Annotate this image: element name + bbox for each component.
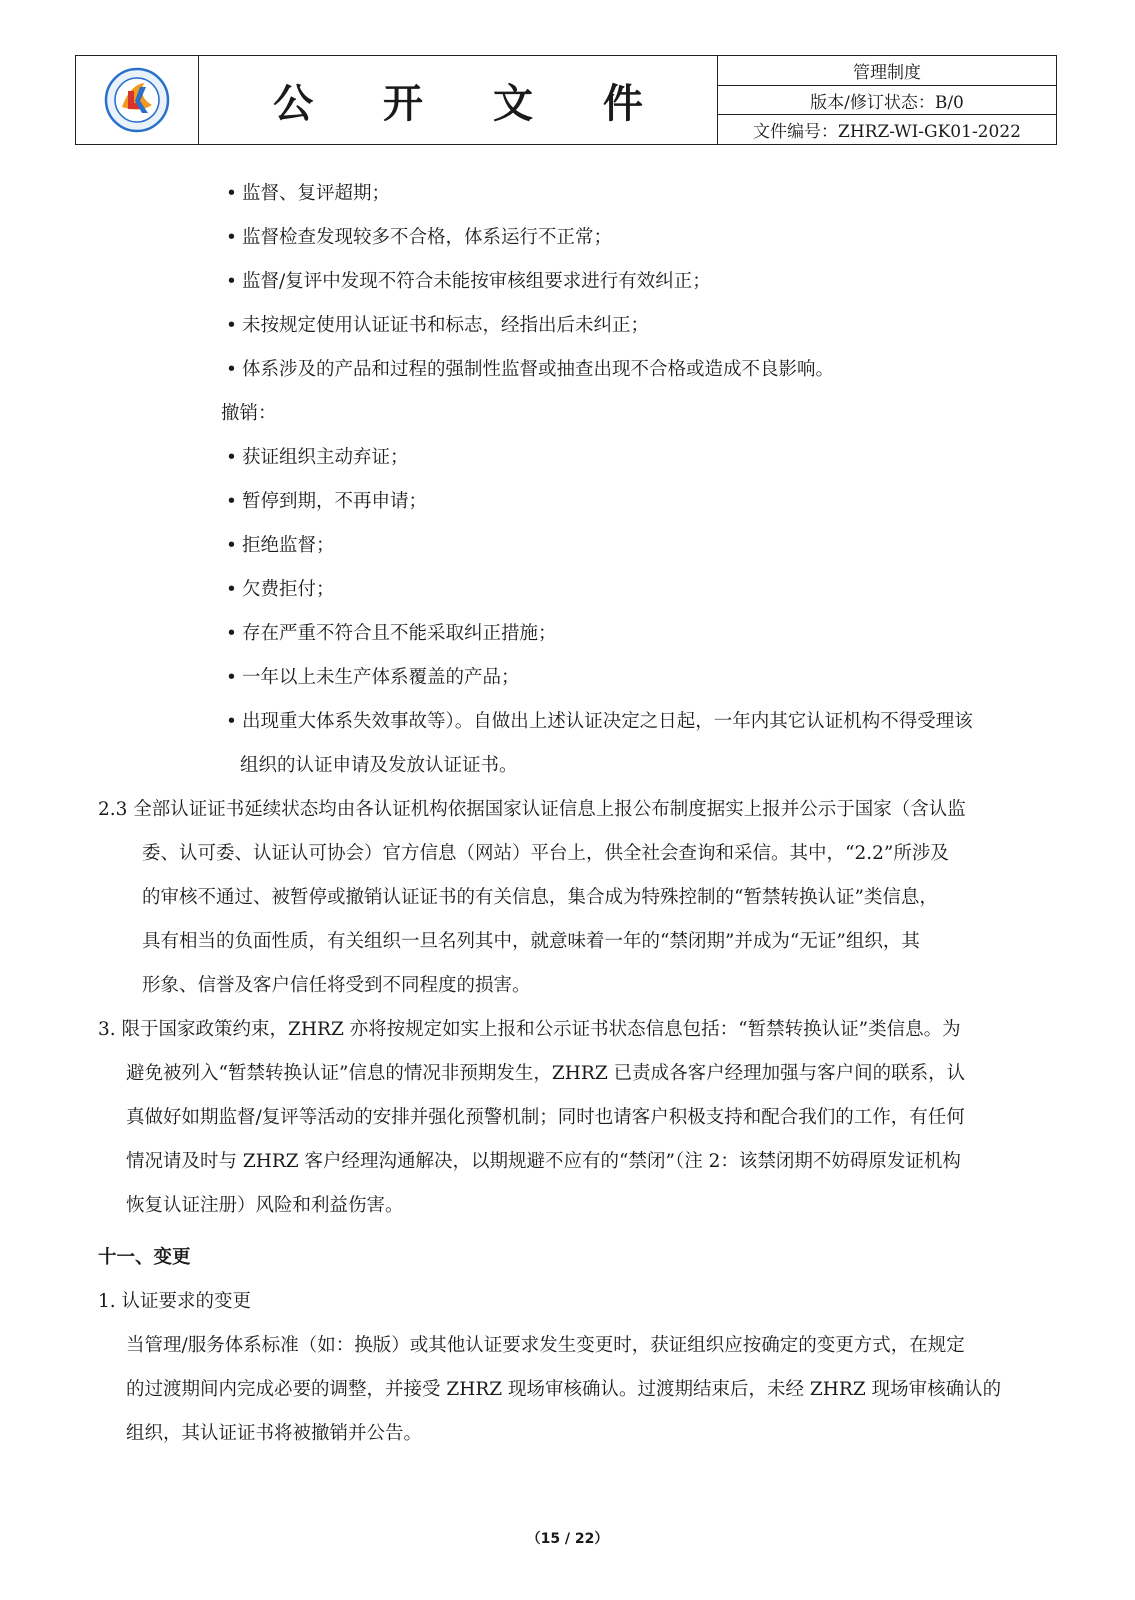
list-item: • 暂停到期，不再申请； — [98, 480, 1046, 524]
title-cell — [199, 56, 718, 144]
category-label: 管理制度 — [718, 56, 1056, 86]
page-number: （15 / 22） — [526, 1531, 609, 1547]
bullet-icon: • — [226, 227, 237, 248]
paragraph-3-line: 3. 限于国家政策约束，ZHRZ 亦将按规定如实上报和公示证书状态信息包括：“暂禁转换认证”类信息。为 — [98, 1019, 961, 1040]
list-item: • 出现重大体系失效事故等）。自做出上述认证决定之日起，一年内其它认证机构不得受理该 — [98, 700, 1046, 744]
paragraph-2-3-line: 委、认可委、认证认可协会）官方信息（网站）平台上，供全社会查询和采信。其中，“2.2”所涉及 — [142, 843, 949, 864]
item-paragraph-line: 的过渡期间内完成必要的调整，并接受 ZHRZ 现场审核确认。过渡期结束后，未经 ZHRZ 现场审核确认的 — [126, 1379, 1002, 1400]
bullet-icon: • — [226, 535, 237, 556]
list-item: • 监督检查发现较多不合格，体系运行不正常； — [98, 216, 1046, 260]
list-item: • 未按规定使用认证证书和标志，经指出后未纠正； — [98, 304, 1046, 348]
bullet-icon: • — [226, 711, 237, 732]
paragraph-2-3-line: 的审核不通过、被暂停或撤销认证证书的有关信息，集合成为特殊控制的“暂禁转换认证”类信息， — [142, 887, 938, 908]
bullet-icon: • — [226, 183, 237, 204]
list-item: • 体系涉及的产品和过程的强制性监督或抽查出现不合格或造成不良影响。 — [98, 348, 1046, 392]
document-body — [98, 172, 1046, 1456]
list-item: • 存在严重不符合且不能采取纠正措施； — [98, 612, 1046, 656]
version-label: 版本/修订状态：B/0 — [718, 86, 1056, 116]
paragraph-2-3-line: 形象、信誉及客户信任将受到不同程度的损害。 — [142, 975, 531, 996]
bullet-icon: • — [226, 491, 237, 512]
document-header — [75, 55, 1057, 145]
revoke-label: 撤销： — [221, 403, 277, 424]
bullet-icon: • — [226, 667, 237, 688]
list-item: • 欠费拒付； — [98, 568, 1046, 612]
bullet-icon: • — [226, 623, 237, 644]
paragraph-3-line: 恢复认证注册）风险和利益伤害。 — [126, 1195, 404, 1216]
paragraph-3-line: 真做好如期监督/复评等活动的安排并强化预警机制；同时也请客户积极支持和配合我们的工作，有任何 — [126, 1107, 965, 1128]
item-paragraph-line: 组织，其认证证书将被撤销并公告。 — [126, 1423, 423, 1444]
company-logo — [104, 67, 170, 133]
document-title: 公 开 文 件 — [273, 80, 671, 127]
list-item: • 监督/复评中发现不符合未能按审核组要求进行有效纠正； — [98, 260, 1046, 304]
section-title: 十一、变更 — [98, 1247, 191, 1268]
paragraph-3-line: 情况请及时与 ZHRZ 客户经理沟通解决，以期规避不应有的“禁闭”（注 2：该禁闭期不妨碍原发证机构 — [126, 1151, 961, 1172]
logo-cell — [76, 56, 199, 144]
list-item: • 拒绝监督； — [98, 524, 1046, 568]
paragraph-2-3-line: 2.3 全部认证证书延续状态均由各认证机构依据国家认证信息上报公布制度据实上报并公示于国家（含认监 — [98, 799, 966, 820]
paragraph-3-line: 避免被列入“暂禁转换认证”信息的情况非预期发生，ZHRZ 已责成各客户经理加强与客户间的联系，认 — [126, 1063, 966, 1084]
item-paragraph-line: 当管理/服务体系标准（如：换版）或其他认证要求发生变更时，获证组织应按确定的变更方式，在规定 — [126, 1335, 965, 1356]
list-item-continuation: 组织的认证申请及发放认证证书。 — [240, 755, 518, 776]
list-item: • 一年以上未生产体系覆盖的产品； — [98, 656, 1046, 700]
item-title: 1. 认证要求的变更 — [98, 1291, 252, 1312]
doc-number-label: 文件编号：ZHRZ-WI-GK01-2022 — [753, 122, 1021, 143]
bullet-icon: • — [226, 579, 237, 600]
meta-cell — [718, 56, 1056, 144]
bullet-icon: • — [226, 447, 237, 468]
list-item: • 监督、复评超期； — [98, 172, 1046, 216]
paragraph-2-3-line: 具有相当的负面性质，有关组织一旦名列其中，就意味着一年的“禁闭期”并成为“无证”组织，其 — [142, 931, 920, 952]
bullet-icon: • — [226, 271, 237, 292]
bullet-icon: • — [226, 359, 237, 380]
list-item: • 获证组织主动弃证； — [98, 436, 1046, 480]
bullet-icon: • — [226, 315, 237, 336]
